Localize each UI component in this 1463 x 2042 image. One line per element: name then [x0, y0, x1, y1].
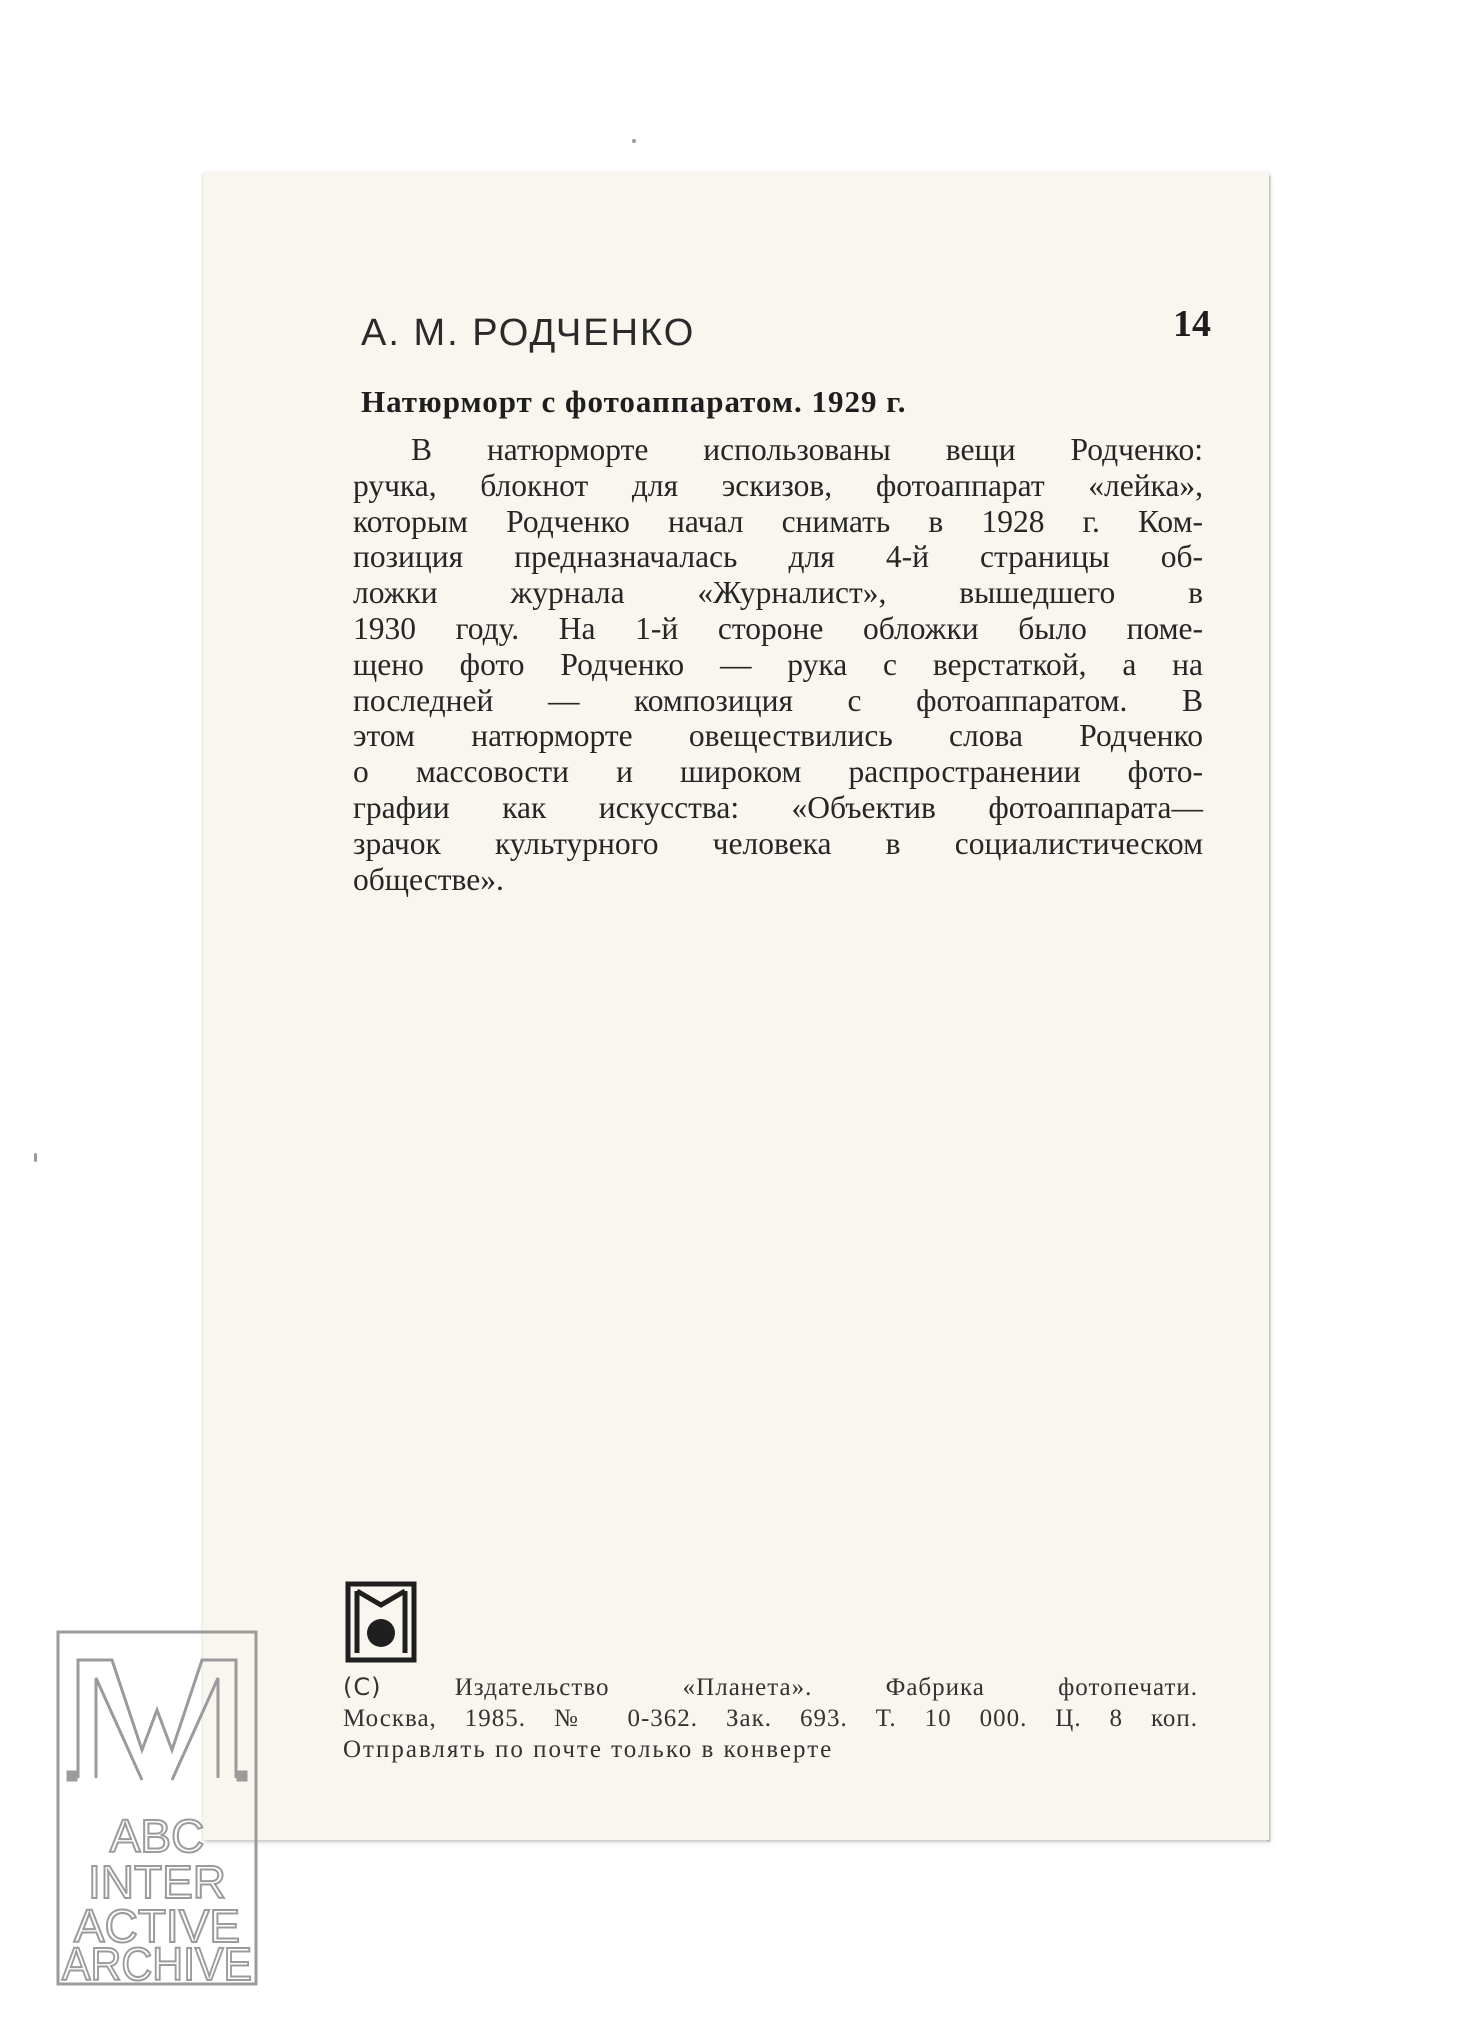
description-line: этом натюрморте овеществились слова Родченко: [353, 718, 1203, 754]
description-line: позиция предназначалась для 4-й страницы об-: [353, 539, 1203, 575]
imprint-line-3: Отправлять по почте только в конверте: [343, 1736, 834, 1763]
watermark-line: INTER: [88, 1856, 226, 1908]
description-line: 1930 году. На 1-й стороне обложки было поме-: [353, 610, 1203, 646]
imprint-line-2: Москва, 1985. № 0-362. Зак. 693. Т. 10 000. Ц. 8 коп.: [343, 1705, 1198, 1732]
description-line: которым Родченко начал снимать в 1928 г. Ком-: [353, 503, 1203, 539]
description-line: В натюрморте использованы вещи Родченко:: [411, 432, 1203, 467]
description-line: о массовости и широком распространении фото-: [353, 754, 1203, 790]
imprint-publisher: Издательство «Планета». Фабрика фотопечати.: [454, 1674, 1198, 1701]
description-line: зрачок культурного человека в социалистическом: [353, 825, 1203, 861]
artwork-title: Натюрморт с фотоаппаратом. 1929 г.: [361, 384, 907, 419]
card-number: 14: [1173, 303, 1211, 345]
description-line: ручка, блокнот для эскизов, фотоаппарат «лейка»,: [353, 467, 1203, 503]
watermark-line: ACTIVE: [73, 1900, 241, 1952]
dust-speck: [632, 139, 636, 143]
description-line: щено фото Родченко — рука с верстаткой, а на: [353, 646, 1203, 682]
abc-archive-watermark-icon: [56, 1630, 258, 1986]
description-line: обществе».: [353, 861, 504, 897]
publisher-imprint: [343, 1672, 1198, 1765]
copyright-icon: (C): [343, 1673, 382, 1701]
imprint-line-1: [343, 1672, 1198, 1703]
author-name: А. М. РОДЧЕНКО: [361, 312, 696, 354]
dust-speck: [34, 1153, 37, 1162]
description-line: последней — композиция с фотоаппаратом. В: [353, 682, 1203, 718]
description-line: ложки журнала «Журналист», вышедшего в: [353, 575, 1203, 611]
postcard-back: [203, 172, 1269, 1840]
watermark-line: ARCHIVE: [62, 1938, 252, 1986]
planeta-publisher-logo-icon: [345, 1581, 417, 1663]
description-line: графии как искусства: «Объектив фотоаппарата—: [353, 789, 1203, 825]
watermark-line: ABC: [109, 1810, 205, 1862]
description-text: [353, 432, 1203, 897]
